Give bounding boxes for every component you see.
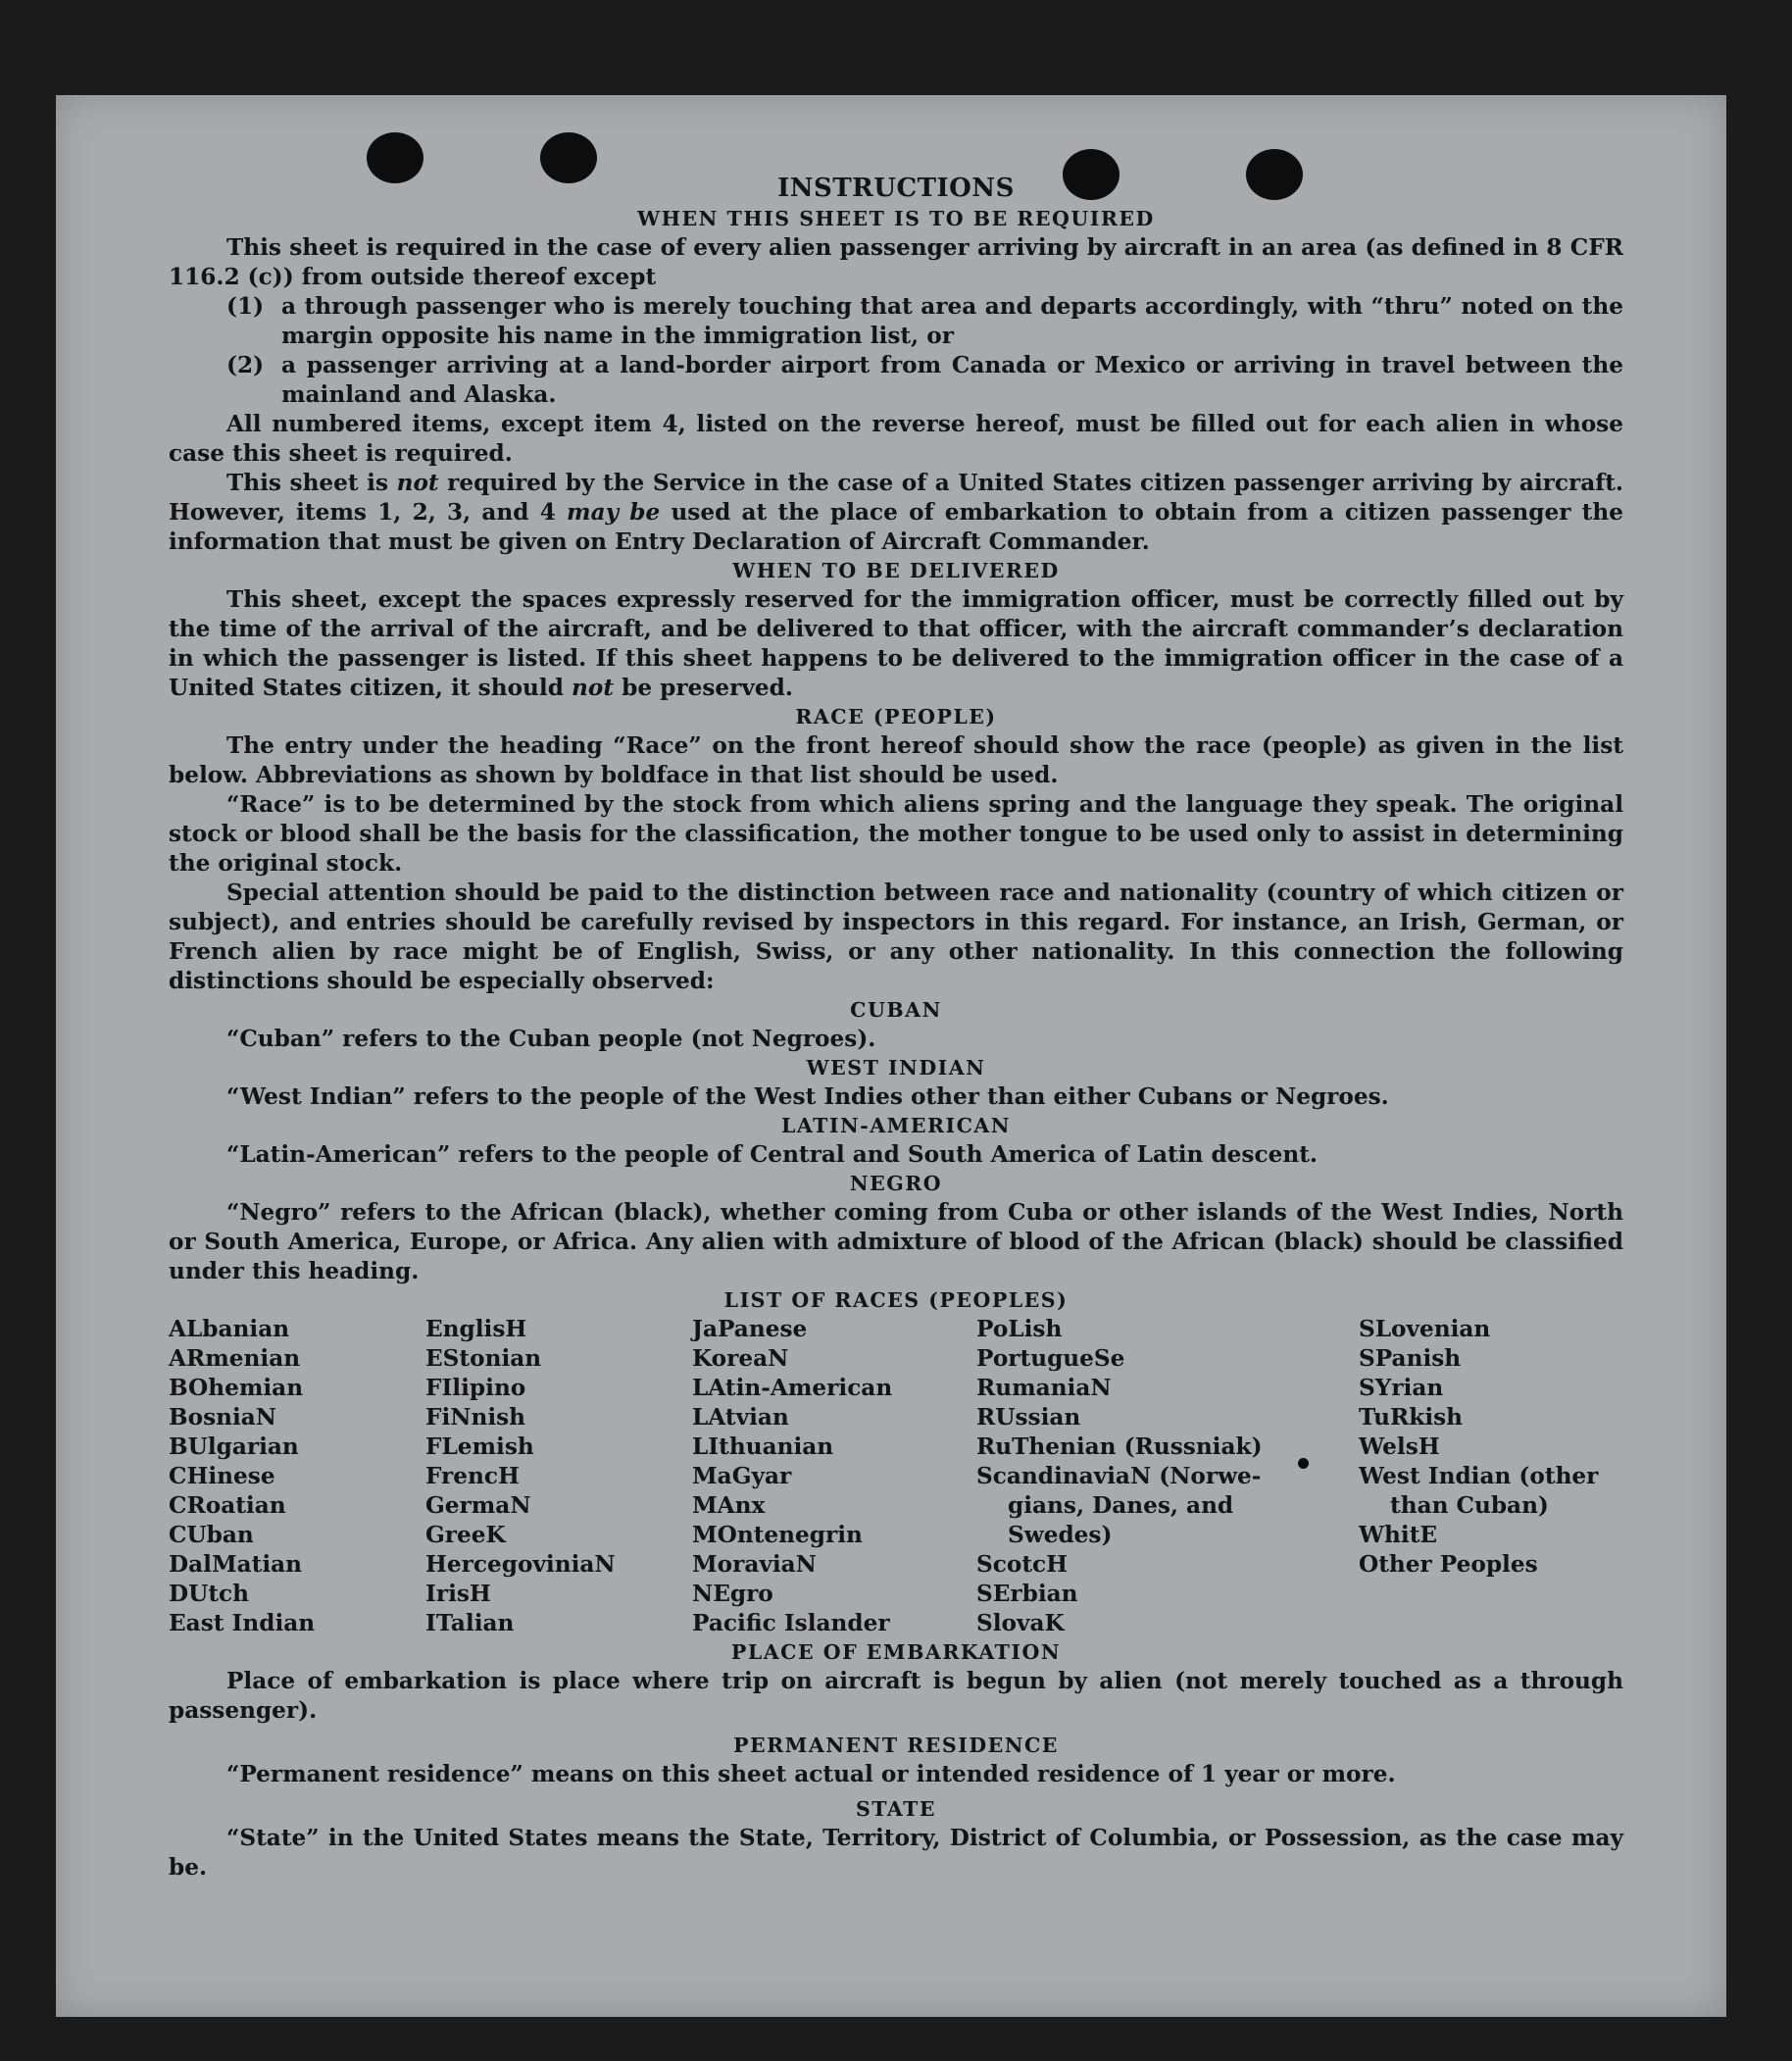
section-heading: WHEN TO BE DELIVERED — [732, 559, 1060, 582]
race-entry: SPanish — [1359, 1345, 1462, 1372]
race-entry: ScotcH — [976, 1551, 1069, 1578]
section-heading: NEGRO — [849, 1172, 943, 1195]
race-entry: ScandinaviaN (Norwe- — [976, 1463, 1262, 1489]
race-entry: SLovenian — [1359, 1316, 1491, 1342]
race-entry-line: than Cuban) — [1390, 1492, 1549, 1519]
paragraph: Special attention should be paid to the distinction between race and nationality (country of which citizen or subject), and entries should be carefully revised by inspectors in this regard. For instance, an Irish, German, or French alien by race might be of English, Swiss, or any other nationality. In this connection the following distinctions should be especially observed: — [169, 880, 1623, 994]
races-column — [1359, 1315, 1623, 1638]
race-entry: EnglisH — [425, 1316, 527, 1342]
race-entry: WhitE — [1359, 1522, 1438, 1548]
race-entry: DalMatian — [169, 1551, 303, 1578]
race-entry: Other Peoples — [1359, 1551, 1538, 1578]
race-entry: FLemish — [425, 1433, 534, 1460]
section-heading: PLACE OF EMBARKATION — [730, 1640, 1062, 1664]
races-column — [976, 1315, 1359, 1638]
paragraph: “West Indian” refers to the people of the West Indies other than either Cubans or Negroes. — [226, 1083, 1389, 1110]
text-run: This sheet, except the spaces expressly reserved for the immigration officer, must be correctly filled out by the time of the arrival of the aircraft, and be delivered to that officer, with the aircraft commander’s declaration in which the passenger is listed. If this sheet happens to be delivered to the immigration officer in the case of a United States citizen, it should — [169, 586, 1623, 701]
race-entry: DUtch — [169, 1581, 250, 1607]
race-entry: TuRkish — [1359, 1404, 1464, 1431]
race-entry: RuThenian (Russniak) — [976, 1433, 1263, 1460]
race-entry: ALbanian — [169, 1316, 290, 1342]
race-entry: SErbian — [976, 1581, 1078, 1607]
section-heading: LIST OF RACES (PEOPLES) — [723, 1288, 1069, 1312]
race-entry: HercegoviniaN — [425, 1551, 616, 1578]
paragraph: “State” in the United States means the State, Territory, District of Columbia, or Possession, as the case may be. — [169, 1825, 1623, 1881]
paragraph: Place of embarkation is place where trip on aircraft is begun by alien (not merely touched as a through passenger). — [169, 1668, 1623, 1724]
paragraph: “Permanent residence” means on this sheet actual or intended residence of 1 year or more. — [226, 1761, 1396, 1787]
list-item — [169, 351, 1623, 410]
item-text: a passenger arriving at a land-border airport from Canada or Mexico or arriving in travel between the mainland and Alaska. — [281, 352, 1623, 408]
race-entry: NEgro — [692, 1581, 773, 1607]
section-heading: RACE (PEOPLE) — [795, 705, 997, 729]
paragraph: All numbered items, except item 4, listed on the reverse hereof, must be filled out for each alien in whose case this sheet is required. — [169, 411, 1623, 467]
emphasis: not — [572, 675, 615, 701]
race-entry: GreeK — [425, 1522, 506, 1548]
section-heading: WHEN THIS SHEET IS TO BE REQUIRED — [637, 207, 1155, 230]
race-entry: BUlgarian — [169, 1433, 299, 1460]
race-entry-line: gians, Danes, and — [1008, 1492, 1234, 1519]
race-entry: PoLish — [976, 1316, 1063, 1342]
page-title: INSTRUCTIONS — [777, 174, 1015, 203]
races-column — [692, 1315, 976, 1638]
race-entry: MoraviaN — [692, 1551, 817, 1578]
race-entry: ARmenian — [169, 1345, 301, 1372]
section-heading: LATIN-AMERICAN — [780, 1114, 1012, 1137]
race-entry: SYrian — [1359, 1375, 1444, 1401]
instructions-text — [169, 172, 1623, 1883]
paragraph: The entry under the heading “Race” on the front hereof should show the race (people) as given in the list below. Abbreviations as shown by boldface in that list should be used. — [169, 732, 1623, 788]
race-entry: MAnx — [692, 1492, 766, 1519]
race-entry: IrisH — [425, 1581, 491, 1607]
race-entry: RUssian — [976, 1404, 1081, 1431]
text-run: This sheet is — [226, 470, 397, 496]
race-entry: ITalian — [425, 1610, 515, 1636]
race-entry: Pacific Islander — [692, 1610, 890, 1636]
race-entry: CUban — [169, 1522, 254, 1548]
paragraph: “Negro” refers to the African (black), whether coming from Cuba or other islands of the West Indies, North or South America, Europe, or Africa. Any alien with admixture of blood of the African (black) should be classified under this heading. — [169, 1199, 1623, 1284]
race-entry: WelsH — [1359, 1433, 1440, 1460]
item-number: (2) — [226, 352, 265, 378]
race-entry-continued — [1359, 1491, 1623, 1521]
race-entry: LAtvian — [692, 1404, 789, 1431]
paragraph: This sheet is required in the case of every alien passenger arriving by aircraft in an area (as defined in 8 CFR 116.2 (c)) from outside thereof except — [169, 234, 1623, 290]
paragraph: “Race” is to be determined by the stock from which aliens spring and the language they speak. The original stock or blood shall be the basis for the classification, the mother tongue to be used only to assist in determining the original stock. — [169, 791, 1623, 877]
document-sheet — [56, 95, 1726, 2017]
paragraph: “Latin-American” refers to the people of Central and South America of Latin descent. — [226, 1141, 1318, 1168]
race-entry: West Indian (other — [1359, 1463, 1599, 1489]
text-run: used at the place of embarkation to obtain from a citizen passenger the information that must be given on Entry Declaration of Aircraft Commander. — [169, 499, 1623, 555]
race-entry: BOhemian — [169, 1375, 304, 1401]
emphasis: may be — [567, 499, 661, 526]
paragraph: “Cuban” refers to the Cuban people (not Negroes). — [226, 1026, 876, 1052]
race-entry: LIthuanian — [692, 1433, 834, 1460]
race-entry: LAtin-American — [692, 1375, 893, 1401]
race-entry: MOntenegrin — [692, 1522, 863, 1548]
race-entry: FrencH — [425, 1463, 520, 1489]
race-entry: FIlipino — [425, 1375, 526, 1401]
text-run: required by the Service in the case of a United States citizen passenger arriving by aircraft. However, items 1, 2, 3, and 4 — [169, 470, 1623, 526]
race-entry: RumaniaN — [976, 1375, 1112, 1401]
section-heading: STATE — [855, 1797, 937, 1821]
race-entry: CRoatian — [169, 1492, 286, 1519]
paragraph — [169, 585, 1623, 703]
race-entry: SlovaK — [976, 1610, 1065, 1636]
race-entry: MaGyar — [692, 1463, 792, 1489]
race-entry: CHinese — [169, 1463, 275, 1489]
race-entry: BosniaN — [169, 1404, 277, 1431]
race-entry: East Indian — [169, 1610, 316, 1636]
race-entry-line: Swedes) — [1008, 1522, 1113, 1548]
race-entry: GermaN — [425, 1492, 531, 1519]
section-heading: PERMANENT RESIDENCE — [733, 1734, 1059, 1757]
races-column — [169, 1315, 425, 1638]
emphasis: not — [396, 470, 439, 496]
race-entry-continued — [976, 1491, 1359, 1521]
race-entry: PortugueSe — [976, 1345, 1125, 1372]
text-run: be preserved. — [614, 675, 793, 701]
race-entry: FiNnish — [425, 1404, 526, 1431]
paragraph — [169, 469, 1623, 557]
races-table — [169, 1315, 1623, 1638]
race-entry-continued — [976, 1521, 1359, 1550]
list-item — [169, 292, 1623, 351]
section-heading: WEST INDIAN — [806, 1056, 986, 1080]
race-entry: JaPanese — [692, 1316, 808, 1342]
races-column — [425, 1315, 692, 1638]
item-text: a through passenger who is merely touching that area and departs accordingly, with “thru” noted on the margin opposite his name in the immigration list, or — [281, 293, 1623, 349]
race-entry: KoreaN — [692, 1345, 789, 1372]
item-number: (1) — [226, 293, 265, 320]
section-heading: CUBAN — [850, 998, 942, 1022]
race-entry: EStonian — [425, 1345, 542, 1372]
